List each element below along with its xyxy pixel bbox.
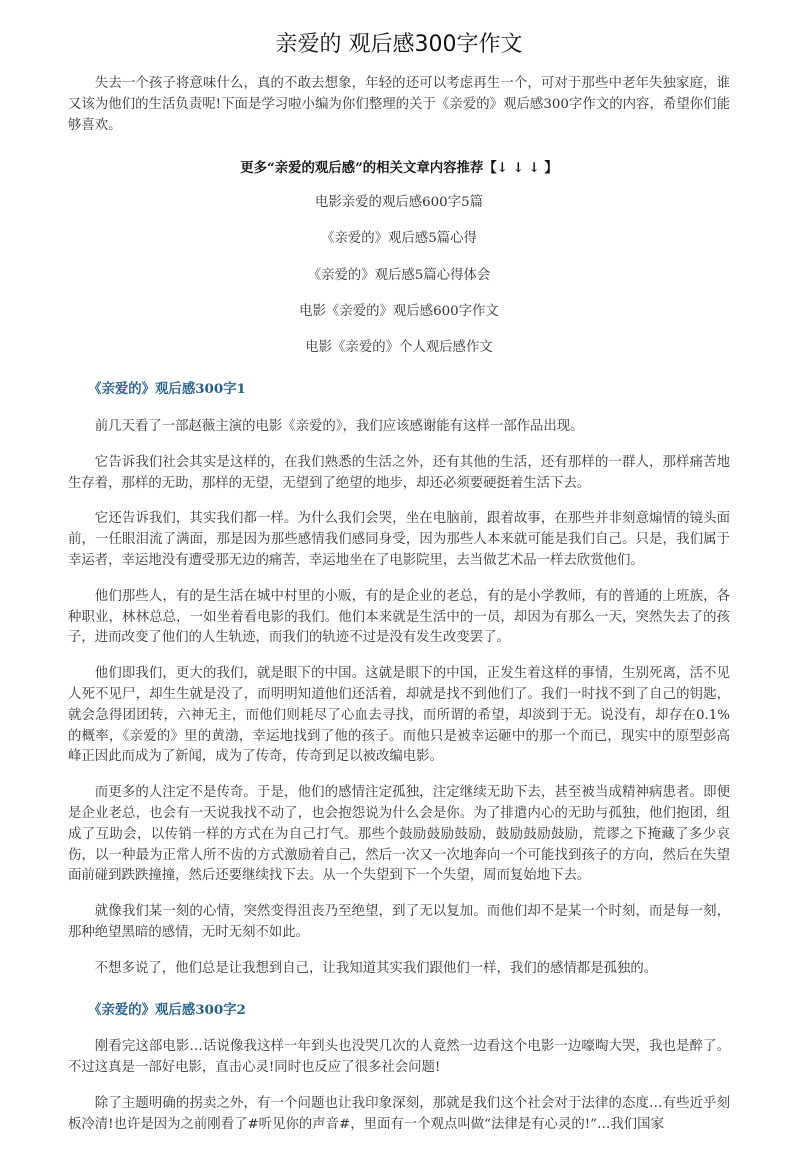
recommend-link[interactable]: 《亲爱的》观后感5篇心得 xyxy=(321,231,477,247)
paragraph: 不想多说了，他们总是让我想到自己，让我知道其实我们跟他们一样，我们的感情都是孤独的。 xyxy=(94,960,658,976)
paragraph: 而更多的人注定不是传奇。于是，他们的感情注定孤独，注定继续无助下去，甚至被当成精神病患者。即便是企业老总，也会有一天说我找不动了，也会抱怨说为什么会是你。为了排遣内心的无助与孤独，他们抱团，组成了互助会，以传销一样的方式在为自己打气。那些个鼓励鼓励鼓励，鼓励鼓励鼓励，荒谬之下掩藏了多少哀伤，以一种最为正常人所不齿的方式激励着自己，然后一次又一次地奔向一个可能找到孩子的方向，然后在失望面前碰到跌跌撞撞，然后还要继续找下去。从一个失望到下一个失望，周而复始地下去。 xyxy=(68,785,730,884)
paragraph: 前几天看了一部赵薇主演的电影《亲爱的》，我们应该感谢能有这样一部作品出现。 xyxy=(94,418,584,434)
page-title: 亲爱的 观后感300字作文 xyxy=(275,32,523,57)
paragraph: 他们那些人，有的是生活在城中村里的小贩，有的是企业的老总，有的是小学教师，有的普通的上班族，各种职业，林林总总，一如坐着看电影的我们。他们本来就是生活中的一员，却因为有那么一天，突然失去了的孩子，进而改变了他们的人生轨迹，而我们的轨迹不过是没有发生改变罢了。 xyxy=(68,588,730,646)
paragraph: 刚看完这部电影…话说像我这样一年到头也没哭几次的人竟然一边看这个电影一边嚎啕大哭，我也是醉了。不过这真是一部好电影，直击心灵!同时也反应了很多社会问题! xyxy=(68,1039,730,1076)
recommend-link[interactable]: 电影《亲爱的》个人观后感作文 xyxy=(305,340,493,356)
recommend-link[interactable]: 电影《亲爱的》观后感600字作文 xyxy=(299,304,499,320)
recommend-link[interactable]: 电影亲爱的观后感600字5篇 xyxy=(315,195,483,211)
paragraph: 它告诉我们社会其实是这样的，在我们熟悉的生活之外，还有其他的生活，还有那样的一群人，那样痛苦地生存着，那样的无助，那样的无望，无望到了绝望的地步，却还必须要硬挺着生活下去。 xyxy=(68,454,730,491)
section-heading: 《亲爱的》观后感300字1 xyxy=(88,381,246,398)
paragraph: 就像我们某一刻的心情，突然变得沮丧乃至绝望，到了无以复加。而他们却不是某一个时刻，而是每一刻，那种绝望黑暗的感情，无时无刻不如此。 xyxy=(68,904,730,940)
paragraph: 它还告诉我们，其实我们都一样。为什么我们会哭，坐在电脑前，跟着故事，在那些并非刻意煽情的镜头面前，一任眼泪流了满面，那是因为那些感情我们感同身受，因为那些人本来就可能是我们自己。只是，我们属于幸运者，幸运地没有遭受那无边的痛苦，幸运地坐在了电影院里，去当做艺术品一样去欣赏他们。 xyxy=(68,511,730,568)
paragraph: 除了主题明确的拐卖之外，有一个问题也让我印象深刻，那就是我们这个社会对于法律的态度…有些近乎刻板冷清!也许是因为之前刚看了#听见你的声音#，里面有一个观点叫做“法律是有心灵的!”…我们国家 xyxy=(68,1095,730,1132)
recommend-heading: 更多“亲爱的观后感”的相关文章内容推荐【↓ ↓ ↓ 】 xyxy=(240,160,558,177)
intro-paragraph: 失去一个孩子将意味什么，真的不敢去想象，年轻的还可以考虑再生一个，可对于那些中老年失独家庭，谁又该为他们的生活负责呢!下面是学习啦小编为你们整理的关于《亲爱的》观后感300字作文的内容，希望你们能够喜欢。 xyxy=(68,76,730,133)
section-heading: 《亲爱的》观后感300字2 xyxy=(88,1001,246,1018)
paragraph: 他们即我们，更大的我们，就是眼下的中国。这就是眼下的中国，正发生着这样的事情，生别死离，活不见人死不见尸，却生生就是没了，而明明知道他们还活着，却就是找不到他们了。我们一时找不到了自己的钥匙，就会急得团团转，六神无主，而他们则耗尽了心血去寻找，而所谓的希望，却淡到于无。说没有，却存在0.1%的概率，《亲爱的》里的黄渤，幸运地找到了他的孩子。而他只是被幸运砸中的那一个而已，现实中的原型彭高峰正因此而成为了新闻，成为了传奇，传奇到足以被改编电影。 xyxy=(68,666,730,765)
recommend-link[interactable]: 《亲爱的》观后感5篇心得体会 xyxy=(307,267,491,283)
document-page xyxy=(68,30,730,1150)
